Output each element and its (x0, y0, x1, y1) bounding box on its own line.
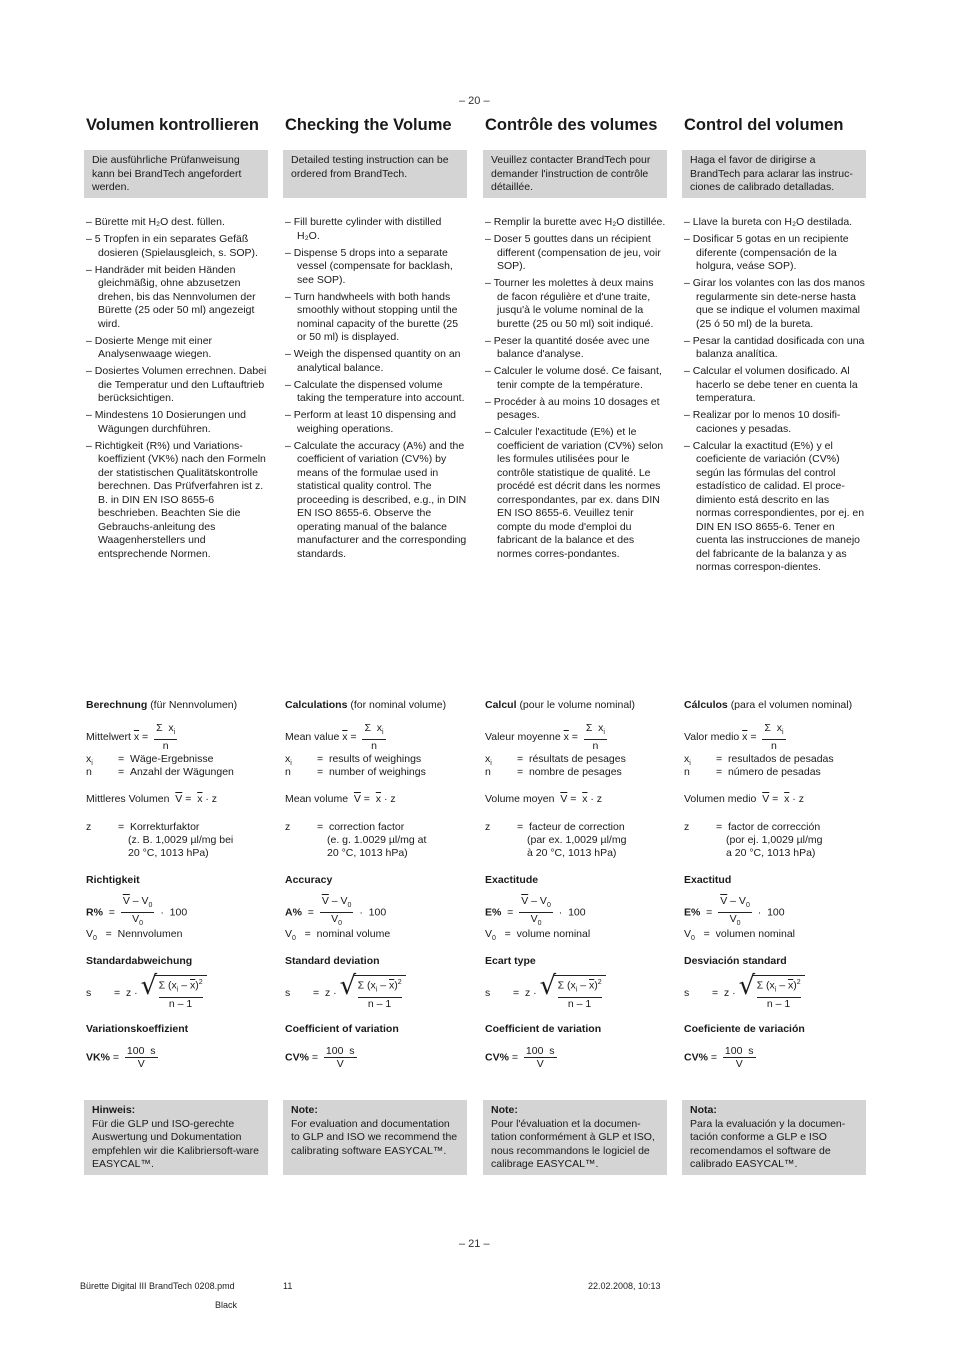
step-item: – Bürette mit H₂O dest. füllen. (86, 216, 225, 228)
step-item: – Remplir la burette avec H₂O distillée. (485, 216, 666, 228)
std-dev-heading (285, 955, 380, 969)
z-definition-line: z = factor de corrección (684, 821, 821, 833)
v0-definition-line: $V_0$ = volume nominal (485, 928, 591, 943)
calculation-block (86, 0, 270, 1100)
xi-definition: résultats de pesages (528, 753, 626, 765)
z-definition: correction factor (328, 821, 405, 833)
mean-formula: Mean value $\overline{x}$ = $\frac{\Sigma x_i}{n}$ (285, 722, 384, 753)
step-item: – Fill burette cylinder with distilled H₂O. (285, 216, 442, 242)
note-text: Para la evaluación y la documen-tación conforme a GLP e ISO recomendamos el software de calibrado EASYCAL™. (690, 1117, 846, 1170)
z-definition: factor de corrección (727, 821, 821, 833)
footer-page: 11 (283, 1281, 293, 1291)
v0-definition: nominal volume (316, 928, 391, 940)
z-example: (e. g. 1.0029 µl/mg at (327, 834, 427, 846)
cv-symbol: CV% (684, 1051, 708, 1064)
calc-title: Calcul (485, 699, 517, 711)
n-definition-line: n = número de pesadas (684, 766, 821, 778)
step-item: – Realizar por lo menos 10 dosifi-caciones y pesadas. (684, 409, 841, 435)
n-definition-line: n = number of weighings (285, 766, 426, 778)
mean-volume-label: Mittleres Volumen (86, 793, 170, 805)
mean-formula: Mittelwert $\overline{x}$ = $\frac{\Sigma x_i}{n}$ (86, 722, 176, 753)
mean-volume-label: Volume moyen (485, 793, 555, 805)
section-title: Contrôle des volumes (485, 116, 658, 134)
z-example-line (285, 834, 426, 848)
n-definition: Anzahl der Wägungen (129, 766, 234, 778)
note-title: Nota: (690, 1104, 717, 1116)
n-definition: nombre de pesages (528, 766, 622, 778)
calculation-block (684, 0, 868, 1100)
z-conditions: a 20 °C, 1013 hPa) (726, 847, 816, 859)
z-conditions: 20 °C, 1013 hPa) (128, 847, 209, 859)
cv-symbol: CV% (285, 1051, 309, 1064)
v0-definition-line: $V_0$ = volumen nominal (684, 928, 796, 943)
accuracy-heading (86, 874, 140, 888)
xi-definition-line: $x_i$ = results of weighings (285, 753, 422, 768)
accuracy-title: Accuracy (285, 874, 333, 886)
cv-title: Coeficiente de variación (684, 1023, 805, 1035)
z-conditions-line (684, 847, 815, 861)
z-definition: facteur de correction (528, 821, 625, 833)
cv-heading (285, 1023, 399, 1037)
accuracy-symbol: R% (86, 906, 103, 919)
std-dev-formula: s = z · √ $\frac{\Sigma (x_i - \overline{x})^2}{n - 1}$ (86, 975, 207, 1011)
calc-subtitle: (pour le volume nominal) (519, 699, 635, 711)
calc-heading (684, 699, 852, 713)
v0-definition: volumen nominal (715, 928, 796, 940)
z-conditions-line (86, 847, 209, 861)
cv-formula: CV% = $\frac{100 s}{V}$ (684, 1045, 754, 1070)
step-item: – Tourner les molettes à deux mains de facon régulière et d'une traite, jusqu'à le volume nominal de la burette (25 ou 50 ml) soit indiqué. (485, 277, 654, 330)
step-item: – Doser 5 gouttes dans un récipient different (compensation de jeu, voir SOP). (485, 233, 661, 272)
calculation-block (285, 0, 469, 1100)
step-item: – Perform at least 10 dispensing and weighing operations. (285, 409, 457, 435)
calc-title: Berechnung (86, 699, 148, 711)
accuracy-title: Exactitude (485, 874, 539, 886)
note-box (283, 1100, 467, 1175)
std-dev-formula: s = z · √ $\frac{\Sigma (x_i - \overline{x})^2}{n - 1}$ (485, 975, 606, 1011)
mean-volume-formula: Mean volume $\overline{V} = \overline{x} \cdot z$ (285, 793, 396, 805)
std-dev-formula: s = z · √ $\frac{\Sigma (x_i - \overline{x})^2}{n - 1}$ (684, 975, 805, 1011)
section-title: Volumen kontrollieren (86, 116, 259, 134)
xi-definition-line: $x_i$ = résultats de pesages (485, 753, 626, 768)
accuracy-formula: R% = $\frac{\overline{V} - V_0}{V_0}$ · 100 (86, 895, 188, 928)
note-box (84, 1100, 268, 1175)
z-definition-line: z = correction factor (285, 821, 405, 833)
step-item: – Calcular la exactitud (E%) y el coeficiente de variación (CV%) según las fórmulas del control estadístico de calidad. El proce-dimiento está descrito en las normas correspondientes, por ej. en DIN EN ISO 8655-6. Tener en cuenta las instrucciones de manejo del fabricante de la balanza y as normas correspon-dientes. (684, 439, 865, 573)
z-definition-line: z = Korrekturfaktor (86, 821, 200, 833)
note-title: Note: (491, 1104, 518, 1116)
std-dev-title: Standard deviation (285, 955, 380, 967)
mean-formula: Valeur moyenne $\overline{x}$ = $\frac{\Sigma x_i}{n}$ (485, 722, 605, 753)
intro-box: Die ausführliche Prüfanweisung kann bei BrandTech angefordert werden. (84, 150, 268, 198)
z-example: (par ex. 1,0029 µl/mg (527, 834, 627, 846)
step-item: – Turn handwheels with both hands smoothly without stopping until the nominal capacity of the burette (25 or 50 ml) is displayed. (285, 290, 459, 343)
n-definition-line: n = Anzahl der Wägungen (86, 766, 234, 778)
z-conditions: 20 °C, 1013 hPa) (327, 847, 408, 859)
cv-heading (485, 1023, 601, 1037)
cv-heading (86, 1023, 188, 1037)
step-item: – Dosierte Menge mit einer Analysenwaage wiegen. (86, 334, 213, 360)
step-item: – Weigh the dispensed quantity on an analytical balance. (285, 348, 461, 374)
xi-definition: resultados de pesadas (727, 753, 834, 765)
step-item: – Girar los volantes con las dos manos regularmente sin dete-nerse hasta que se indique el volumen maximal (25 ó 50 ml) de la bureta. (684, 277, 865, 330)
v0-definition: volume nominal (516, 928, 591, 940)
mean-label: Valor medio (684, 730, 740, 743)
page-number-top: – 20 – (459, 95, 490, 107)
step-item: – Dosificar 5 gotas en un recipiente diferente (compensación de la holgura, veáse SOP). (684, 233, 849, 272)
mean-volume-label: Volumen medio (684, 793, 757, 805)
cv-title: Coefficient de variation (485, 1023, 602, 1035)
cv-heading (684, 1023, 805, 1037)
cv-title: Variationskoeffizient (86, 1023, 189, 1035)
intro-box: Veuillez contacter BrandTech pour demander l'instruction de contrôle détaillée. (483, 150, 667, 198)
step-item: – Dispense 5 drops into a separate vessel (compensate for backlash, see SOP). (285, 246, 453, 286)
mean-formula: Valor medio $\overline{x}$ = $\frac{\Sigma x_i}{n}$ (684, 722, 784, 753)
step-item: – Dosiertes Volumen errechnen. Dabei die Temperatur und den Luftauftrieb berücksichtigen. (86, 365, 267, 404)
accuracy-formula: E% = $\frac{\overline{V} - V_0}{V_0}$ · 100 (485, 895, 586, 928)
accuracy-symbol: E% (485, 906, 502, 919)
z-conditions: à 20 °C, 1013 hPa) (527, 847, 617, 859)
cv-symbol: CV% (485, 1051, 509, 1064)
section-title: Control del volumen (684, 116, 844, 134)
std-dev-heading (485, 955, 536, 969)
step-item: – 5 Tropfen in ein separates Gefäß dosieren (Spielausgleich, s. SOP). (86, 233, 258, 259)
calc-subtitle: (para el volumen nominal) (730, 699, 853, 711)
mean-volume-formula: Volumen medio $\overline{V} = \overline{x} \cdot z$ (684, 793, 804, 805)
std-dev-title: Standardabweichung (86, 955, 193, 967)
step-item: – Procéder à au moins 10 dosages et pesages. (485, 395, 660, 421)
mean-volume-formula: Volume moyen $\overline{V} = \overline{x} \cdot z$ (485, 793, 603, 805)
calc-heading (285, 699, 446, 713)
calc-heading (86, 699, 237, 713)
accuracy-heading (285, 874, 332, 888)
z-example: (por ej. 1,0029 µl/mg (726, 834, 823, 846)
step-item: – Calculate the dispensed volume taking the temperature into account. (285, 378, 465, 404)
note-title: Note: (291, 1104, 318, 1116)
n-definition-line: n = nombre de pesages (485, 766, 622, 778)
calc-title: Cálculos (684, 699, 728, 711)
std-dev-heading (684, 955, 787, 969)
accuracy-title: Richtigkeit (86, 874, 140, 886)
cv-formula: CV% = $\frac{100 s}{V}$ (485, 1045, 555, 1070)
v0-definition: Nennvolumen (117, 928, 183, 940)
v0-definition-line: $V_0$ = Nennvolumen (86, 928, 183, 943)
footer-date: 22.02.2008, 10:13 (588, 1281, 661, 1291)
calculation-block (485, 0, 669, 1100)
z-example: (z. B. 1,0029 µl/mg bei (128, 834, 234, 846)
mean-label: Mean value (285, 730, 340, 743)
note-text: Pour l'évaluation et la documen-tation conformément à GLP et ISO, nous recommandons le logiciel de calibrage EASYCAL™. (491, 1117, 655, 1170)
xi-definition-line: $x_i$ = Wäge-Ergebnisse (86, 753, 214, 768)
step-item: – Peser la quantité dosée avec une balance d'analyse. (485, 334, 650, 360)
step-item: – Llave la bureta con H₂O destilada. (684, 216, 853, 228)
cv-title: Coefficient of variation (285, 1023, 399, 1035)
step-item: – Pesar la cantidad dosificada con una balanza analítica. (684, 334, 865, 360)
v0-definition-line: $V_0$ = nominal volume (285, 928, 391, 943)
n-definition: número de pesadas (727, 766, 821, 778)
footer-file: Bürette Digital III BrandTech 0208.pmd (80, 1281, 235, 1291)
calc-subtitle: (für Nennvolumen) (150, 699, 238, 711)
intro-box: Haga el favor de dirigirse a BrandTech para aclarar las instruc-ciones de calibrado detalladas. (682, 150, 866, 198)
intro-box: Detailed testing instruction can be ordered from BrandTech. (283, 150, 467, 198)
mean-volume-label: Mean volume (285, 793, 349, 805)
z-example-line (86, 834, 233, 848)
footer-color: Black (215, 1300, 238, 1310)
step-item: – Handräder mit beiden Händen gleichmäßig, ohne abzusetzen drehen, bis das Nennvolumen der Bürette (25 oder 50 ml) angezeigt wird. (86, 263, 256, 330)
mean-label: Mittelwert (86, 730, 131, 743)
xi-definition: Wäge-Ergebnisse (129, 753, 214, 765)
std-dev-title: Desviación standard (684, 955, 787, 967)
accuracy-formula: A% = $\frac{\overline{V} - V_0}{V_0}$ · 100 (285, 895, 387, 928)
cv-symbol: VK% (86, 1051, 110, 1064)
step-item: – Mindestens 10 Dosierungen und Wägungen durchführen. (86, 409, 246, 435)
z-example-line (485, 834, 626, 848)
z-conditions-line (485, 847, 616, 861)
z-definition-line: z = facteur de correction (485, 821, 625, 833)
std-dev-formula: s = z · √ $\frac{\Sigma (x_i - \overline{x})^2}{n - 1}$ (285, 975, 406, 1011)
step-item: – Calculer le volume dosé. Ce faisant, tenir compte de la température. (485, 365, 662, 391)
step-item: – Calculate the accuracy (A%) and the coefficient of variation (CV%) by means of the formulae used in statistical quality control. The proceeding is described, e.g., in DIN EN ISO 8655-6. Observe the operating manual of the balance manufacturer and the corresponding standards. (285, 439, 467, 560)
step-item: – Richtigkeit (R%) und Variations-koeffizient (VK%) nach den Formeln der statistischen Qualitätskontrolle berechnen. Das Prüfverfahren ist z. B. in DIN EN ISO 8655-6 beschrieben. Beachten Sie die Gebrauchs-anleitung des Waagenherstellers und entsprechende Normen. (86, 439, 266, 560)
accuracy-heading (485, 874, 538, 888)
cv-formula: VK% = $\frac{100 s}{V}$ (86, 1045, 156, 1070)
note-box (682, 1100, 866, 1175)
cv-formula: CV% = $\frac{100 s}{V}$ (285, 1045, 355, 1070)
mean-label: Valeur moyenne (485, 730, 561, 743)
z-definition: Korrekturfaktor (129, 821, 200, 833)
calc-heading (485, 699, 635, 713)
std-dev-heading (86, 955, 192, 969)
n-definition: number of weighings (328, 766, 426, 778)
note-text: Für die GLP und ISO-gerechte Auswertung und Dokumentation empfehlen wir die Kalibriersoft-ware EASYCAL™. (92, 1117, 259, 1170)
step-item: – Calculer l'exactitude (E%) et le coefficient de variation (CV%) selon les formules utilisées pour le contrôle statistique de qualité. Le procédé est décrit dans les normes correspondantes, par ex. dans DIN EN ISO 8655-6. Veuillez tenir compte du mode d'emploi du fabricant de la balance et des normes corres-pondantes. (485, 426, 664, 560)
z-conditions-line (285, 847, 408, 861)
accuracy-title: Exactitud (684, 874, 732, 886)
accuracy-symbol: E% (684, 906, 701, 919)
calc-subtitle: (for nominal volume) (350, 699, 447, 711)
xi-definition-line: $x_i$ = resultados de pesadas (684, 753, 834, 768)
note-box (483, 1100, 667, 1175)
std-dev-title: Ecart type (485, 955, 536, 967)
xi-definition: results of weighings (328, 753, 422, 765)
note-title: Hinweis: (92, 1104, 136, 1116)
accuracy-heading (684, 874, 731, 888)
page-number-bottom: – 21 – (459, 1238, 490, 1250)
note-text: For evaluation and documentation to GLP and ISO we recommend the calibrating software EASYCAL™. (291, 1117, 458, 1157)
section-title: Checking the Volume (285, 116, 452, 134)
z-example-line (684, 834, 823, 848)
accuracy-formula: E% = $\frac{\overline{V} - V_0}{V_0}$ · 100 (684, 895, 785, 928)
step-item: – Calcular el volumen dosificado. Al hacerlo se debe tener en cuenta la temperatura. (684, 365, 858, 404)
accuracy-symbol: A% (285, 906, 302, 919)
mean-volume-formula: Mittleres Volumen $\overline{V} = \overline{x} \cdot z$ (86, 793, 218, 805)
calc-title: Calculations (285, 699, 348, 711)
